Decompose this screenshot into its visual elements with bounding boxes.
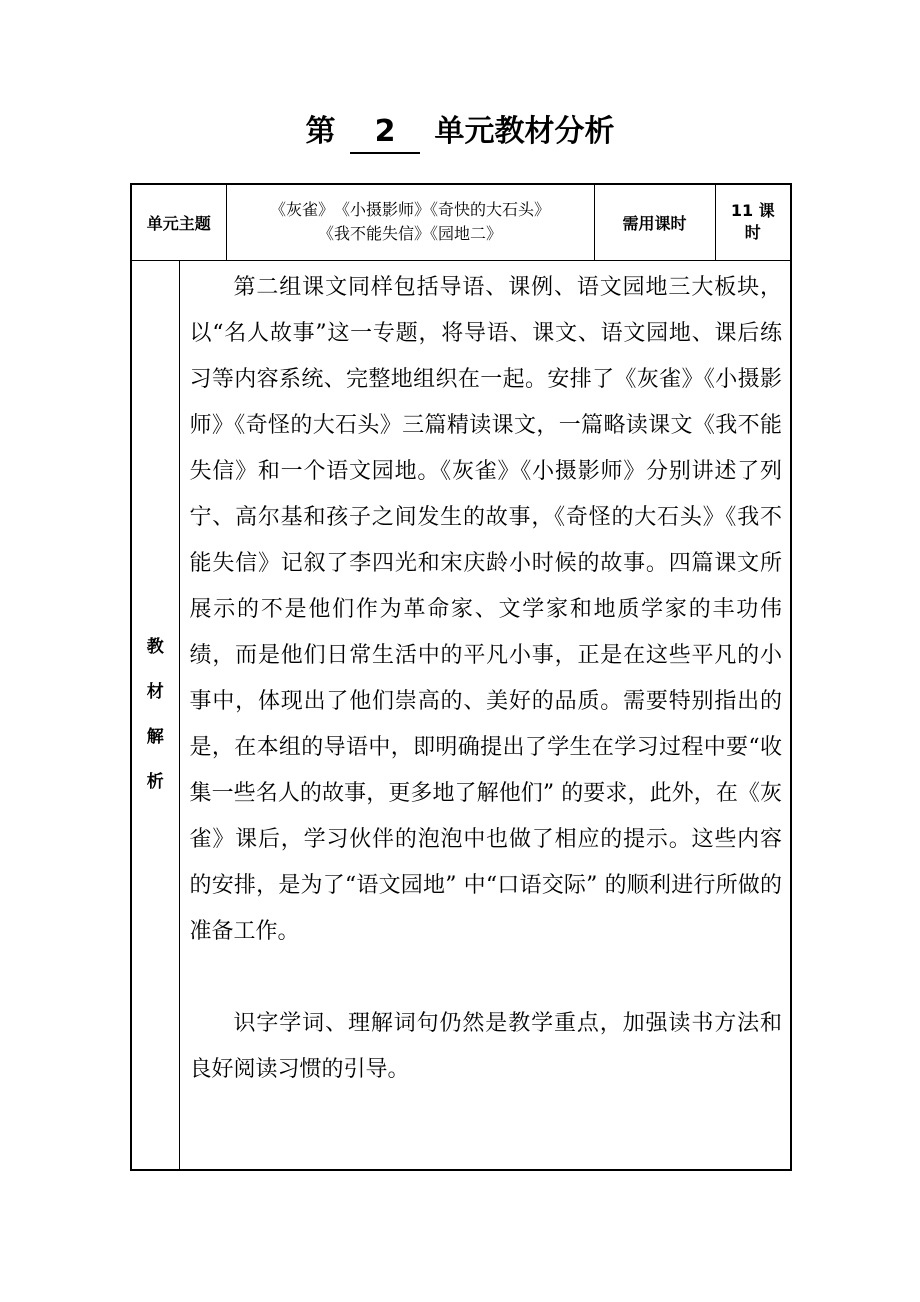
unit-theme-line1: 《灰雀》 《小摄影师》《奇快的大石头》 [270,200,551,220]
analysis-content [179,260,791,1170]
side-char: 材 [146,681,164,702]
unit-theme-value [226,184,594,260]
hours-value-line1: 11 课 [730,201,775,221]
title-prefix: 第 [305,114,336,149]
analysis-side-label [131,260,179,1170]
unit-theme-line2: 《我不能失信》《园地二》 [318,224,503,244]
analysis-paragraph-2: 识字学词、理解词句仍然是教学重点，加强读书方法和良好阅读习惯的引导。 [189,1010,783,1082]
page-title [0,110,920,154]
side-char: 解 [146,726,164,747]
hours-label: 需用课时 [594,184,715,260]
hours-value [715,184,791,260]
analysis-row [131,260,791,1170]
analysis-paragraph-1: 第二组课文同样包括导语、课例、语文园地三大板块，以“名人故事”这一专题，将导语、课文、语文园地、课后练习等内容系统、完整地组织在一起。安排了《灰雀》《小摄影师》《奇怪的大石头》三篇精读课文，一篇略读课文《我不能失信》和一个语文园地。《灰雀》《小摄影师》分别讲述了列宁、高尔基和孩子之间发生的故事，《奇怪的大石头》《我不能失信》记叙了李四光和宋庆龄小时候的故事。四篇课文所展示的不是他们作为革命家、文学家和地质学家的丰功伟绩，而是他们日常生活中的平凡小事，正是在这些平凡的小事中，体现出了他们崇高的、美好的品质。需要特别指出的是，在本组的导语中，即明确提出了学生在学习过程中要“收集一些名人的故事，更多地了解他们” 的要求，此外，在《灰雀》课后，学习伙伴的泡泡中也做了相应的提示。这些内容的安排，是为了“语文园地” 中“口语交际” 的顺利进行所做的准备工作。 [189,274,783,944]
side-char: 析 [146,771,164,792]
unit-theme-label: 单元主题 [131,184,226,260]
header-row [131,184,791,260]
unit-number: 2 [350,112,420,154]
title-suffix: 单元教材分析 [434,114,615,149]
hours-value-line2: 时 [744,223,761,243]
analysis-table [130,183,792,1171]
side-char: 教 [146,636,164,657]
